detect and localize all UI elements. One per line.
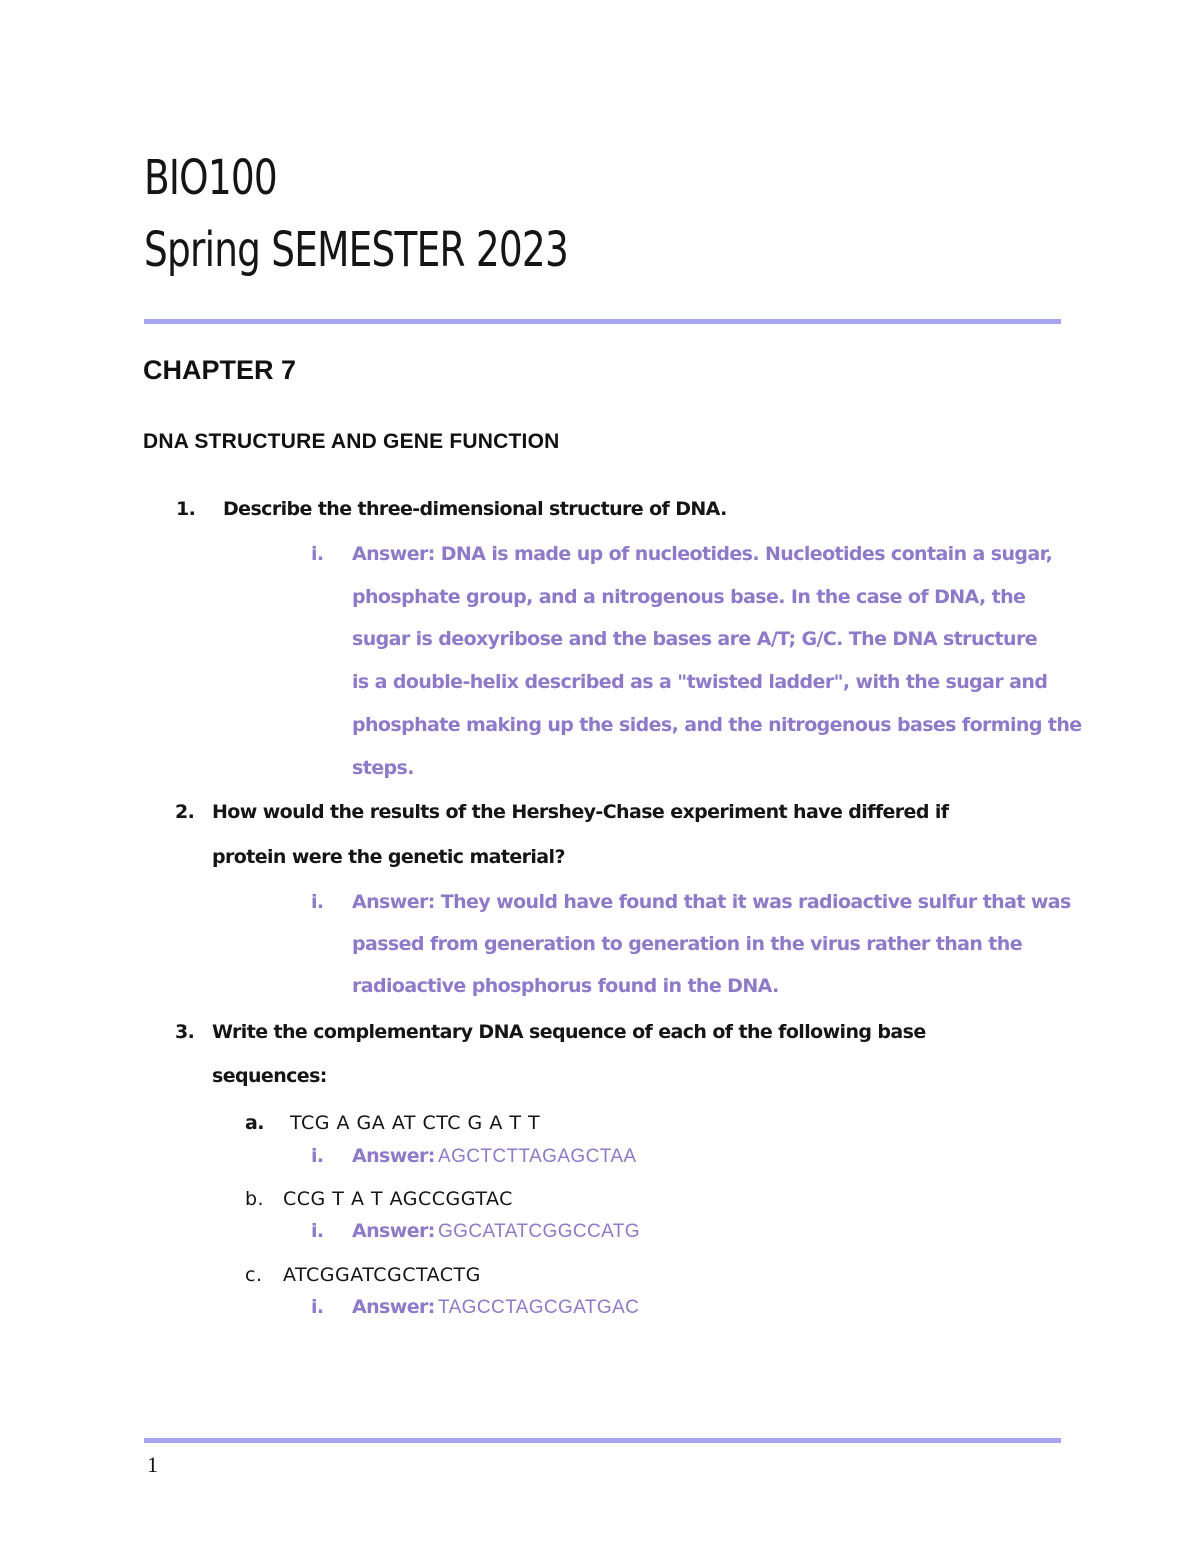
q1-text: Describe the three-dimensional structure of DNA. <box>223 498 727 520</box>
q3-item-answer-marker: i. <box>311 1220 324 1242</box>
q1-answer-line: is a double-helix described as a "twisted ladder", with the sugar and <box>352 671 1048 693</box>
q3-item-answer-value: GGCATATCGGCCATG <box>438 1221 640 1242</box>
q1-answer-line: phosphate group, and a nitrogenous base. In the case of DNA, the <box>352 586 1026 608</box>
q3-item-answer-marker: i. <box>311 1296 324 1318</box>
footer-divider <box>144 1438 1061 1443</box>
q1-number: 1. <box>176 498 196 520</box>
q3-item-answer-label: Answer: <box>352 1220 435 1242</box>
q1-answer-line: sugar is deoxyribose and the bases are A/T; G/C. The DNA structure <box>352 628 1037 650</box>
q2-answer-line: Answer: They would have found that it was radioactive sulfur that was <box>352 891 1071 913</box>
chapter-heading: CHAPTER 7 <box>143 355 297 385</box>
q3-text-line: sequences: <box>212 1065 327 1087</box>
q2-answer-marker: i. <box>311 891 324 913</box>
semester-title: Spring SEMESTER 2023 <box>144 222 568 278</box>
q2-answer-line: passed from generation to generation in the virus rather than the <box>352 933 1022 955</box>
q2-number: 2. <box>175 801 195 823</box>
q3-item-answer-value: AGCTCTTAGAGCTAA <box>438 1146 637 1167</box>
q3-item-marker: c. <box>245 1264 263 1286</box>
q3-item-marker: b. <box>245 1188 265 1210</box>
page-number: 1 <box>147 1452 158 1477</box>
q3-item-answer-marker: i. <box>311 1145 324 1167</box>
q2-text-line: How would the results of the Hershey-Chase experiment have differed if <box>212 801 949 823</box>
q3-item-answer-label: Answer: <box>352 1145 435 1167</box>
q3-item-sequence: ATCGGATCGCTACTG <box>283 1264 481 1286</box>
q1-answer-line: phosphate making up the sides, and the nitrogenous bases forming the <box>352 714 1082 736</box>
q3-item-sequence: TCG A GA AT CTC G A T T <box>290 1112 541 1134</box>
q2-answer-line: radioactive phosphorus found in the DNA. <box>352 975 779 997</box>
header-divider <box>144 319 1061 324</box>
q1-answer-line: steps. <box>352 757 414 779</box>
q3-number: 3. <box>175 1021 195 1043</box>
q3-item-answer-label: Answer: <box>352 1296 435 1318</box>
q2-text-line: protein were the genetic material? <box>212 846 565 868</box>
course-code: BIO100 <box>144 150 277 206</box>
q3-text-line: Write the complementary DNA sequence of each of the following base <box>212 1021 926 1043</box>
q1-answer-marker: i. <box>311 543 324 565</box>
section-heading: DNA STRUCTURE AND GENE FUNCTION <box>143 430 560 453</box>
q3-item-sequence: CCG T A T AGCCGGTAC <box>283 1188 513 1210</box>
q3-item-marker: a. <box>245 1112 264 1134</box>
q3-item-answer-value: TAGCCTAGCGATGAC <box>438 1297 640 1318</box>
q1-answer-line: Answer: DNA is made up of nucleotides. Nucleotides contain a sugar, <box>352 543 1053 565</box>
